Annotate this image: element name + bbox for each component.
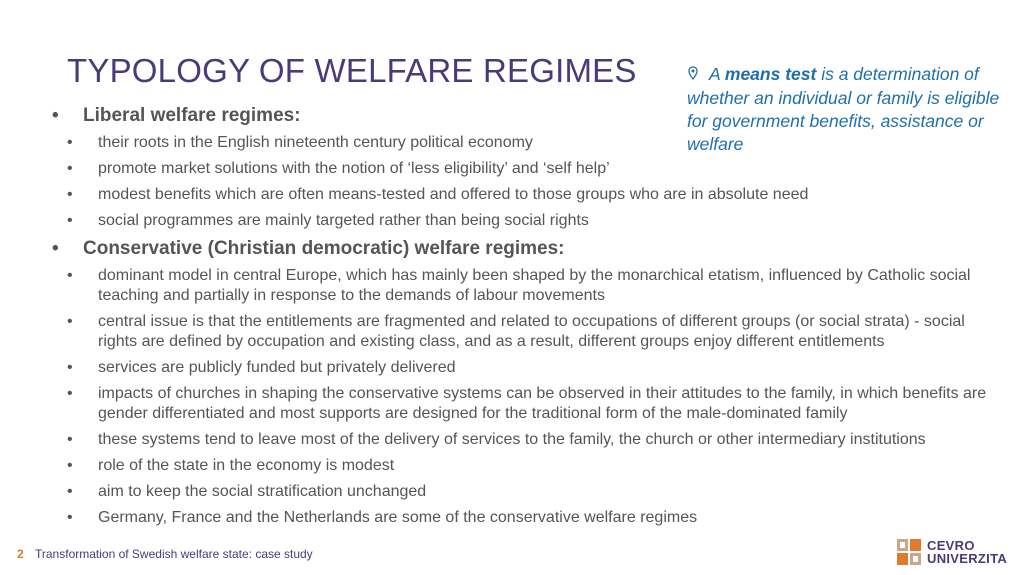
list-item: • promote market solutions with the notion of ‘less eligibility’ and ‘self help’ [67,160,610,177]
section-heading: • Liberal welfare regimes: [52,105,301,126]
list-item: • role of the state in the economy is modest [67,457,395,474]
list-item: • Germany, France and the Netherlands are some of the conservative welfare regimes [67,509,698,526]
pin-icon [687,64,709,87]
section-conservative [52,237,1002,528]
bullet-icon: • [52,238,59,259]
slide-content [52,104,1002,534]
footer-title: Transformation of Swedish welfare state: case study [35,547,313,561]
list-item: • dominant model in central Europe, which has mainly been shaped by the monarchical etatism, influenced by Catholic social teaching and partially in response to the demands of labour movements [67,267,971,304]
slide-title: TYPOLOGY OF WELFARE REGIMES [67,52,637,89]
list-item: • services are publicly funded but privately delivered [67,359,456,376]
list-item: • these systems tend to leave most of the delivery of services to the family, the church or other intermediary institutions [67,431,926,448]
note-prefix: A [709,64,725,84]
logo-mark-icon [897,539,921,565]
logo-text: CEVRO UNIVERZITA [927,538,1008,566]
list-item: • modest benefits which are often means-tested and offered to those groups who are in absolute need [67,186,809,203]
bullet-icon: • [67,431,73,448]
university-logo [897,539,1017,567]
bullet-icon: • [67,267,73,284]
note-definition: is a determination of whether an individual or family is eligible for government benefits, assistance or welfare [687,64,1000,154]
bullet-icon: • [67,509,73,526]
list-item: • central issue is that the entitlements are fragmented and related to occupations of different groups (or social strata) - social rights are defined by occupation and existing class, and as a result, different groups enjoy different entitlements [67,313,965,350]
bullet-icon: • [52,105,59,126]
bullet-icon: • [67,186,73,203]
bullet-icon: • [67,160,73,177]
bullet-icon: • [67,483,73,500]
bullet-icon: • [67,457,73,474]
page-number: 2 [17,547,24,561]
bullet-icon: • [67,385,73,402]
bullet-icon: • [67,313,73,330]
bullet-icon: • [67,212,73,229]
list-item: • impacts of churches in shaping the conservative systems can be observed in their attitudes to the family, in which benefits are gender differentiated and most supports are designed for the traditional form of the male-dominated family [67,385,987,422]
bullet-icon: • [67,359,73,376]
note-term: means test [724,64,817,84]
bullet-icon: • [67,134,73,151]
section-heading: • Conservative (Christian democratic) welfare regimes: [52,238,565,259]
list-item: • aim to keep the social stratification unchanged [67,483,427,500]
list-item: • their roots in the English nineteenth century political economy [67,134,533,151]
section-liberal [52,104,1002,231]
list-item: • social programmes are mainly targeted rather than being social rights [67,212,589,229]
